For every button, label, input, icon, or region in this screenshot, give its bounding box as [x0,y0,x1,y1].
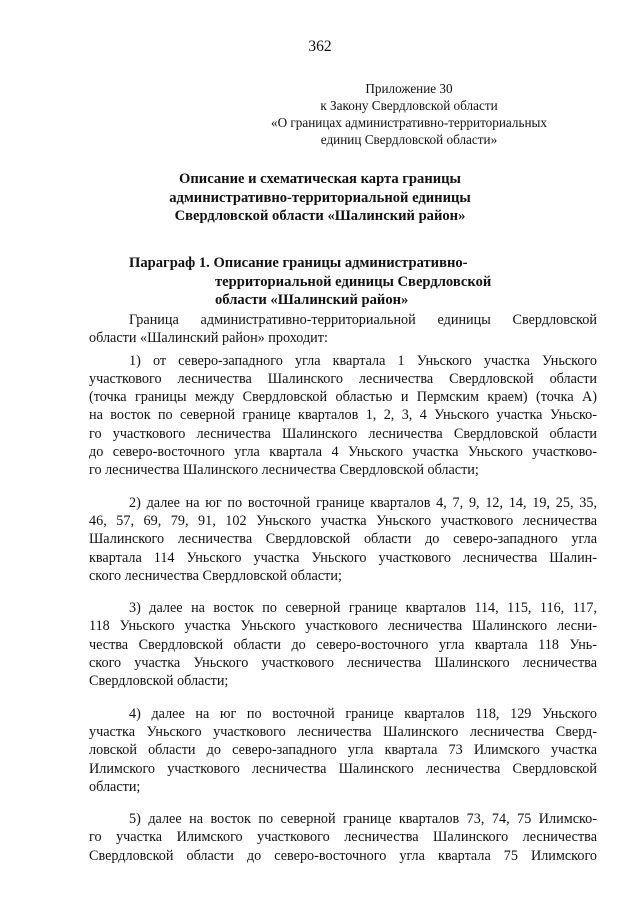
body-text [89,311,597,865]
appendix-reference [271,80,547,148]
appendix-line: «О границах административно-территориальных [270,115,547,130]
text-line: участка Уньского участкового лесничества Шалинского лесничества Сверд- [89,723,597,740]
text-line: (точка границы между Свердловской областью и Пермским краем) (точка А) [89,389,597,406]
text-line: 5) далее на восток по северной границе кварталов 73, 74, 75 Илимско- [129,811,597,828]
text-line: го лесничества Шалинского лесничества Свердловской области; [89,462,479,479]
text-line: области «Шалинский район» проходит: [89,330,328,347]
text-line: Свердловской области до северо-восточного угла квартала 75 Илимского [89,847,597,864]
heading-line: территориальной единицы Свердловской [215,273,492,290]
heading-line: Параграф 1. Описание границы административно- [129,255,468,271]
title-line: Свердловской области «Шалинский район» [174,208,466,224]
text-line: ского участка Уньского участкового лесничества Шалинского лесничества [89,655,597,672]
text-line: квартала 114 Уньского участка Уньского участкового лесничества Шалин- [89,549,597,566]
text-line: ловской области до северо-западного угла квартала 73 Илимского участка [89,742,597,759]
paragraph-heading [129,254,491,310]
boundary-item-4 [89,705,597,796]
text-line: на восток по северной границе кварталов 1, 2, 3, 4 Уньского участка Уньско- [89,407,597,424]
text-line: 118 Уньского участка Уньского участкового лесничества Шалинского лесни- [89,618,597,635]
appendix-line: Приложение 30 [365,81,453,96]
page-number: 362 [308,38,332,55]
text-line: чества Свердловской области до северо-восточного угла квартала 118 Унь- [89,636,597,653]
text-line: участкового лесничества Шалинского лесничества Свердловской области [89,370,597,387]
text-line: 1) от северо-западного угла квартала 1 Уньского участка Уньского [129,352,597,369]
boundary-item-1 [89,352,597,480]
text-line: го участка Илимского участкового лесничества Шалинского лесничества [89,829,597,846]
title-line: административно-территориальной единицы [169,189,471,206]
text-line: Свердловской области; [89,673,229,690]
appendix-line: единиц Свердловской области» [320,132,498,147]
text-line: го участкового лесничества Шалинского лесничества Свердловской области [89,425,597,442]
text-line: до северо-восточного угла квартала 4 Уньского участка Уньского участково- [89,444,597,461]
boundary-item-2 [89,494,597,585]
text-line: 3) далее на восток по северной границе кварталов 114, 115, 116, 117, [129,600,597,617]
text-line: Шалинского лесничества Свердловской области до северо-западного угла [89,531,597,548]
text-line: ского лесничества Свердловской области; [89,567,342,584]
text-line: 4) далее на юг по восточной границе кварталов 118, 129 Уньского [129,705,597,722]
document-title [0,170,640,226]
text-line: 2) далее на юг по восточной границе кварталов 4, 7, 9, 12, 14, 19, 25, 35, [129,494,597,511]
text-line: области; [89,778,141,795]
intro-paragraph [89,311,597,348]
heading-line: области «Шалинский район» [215,292,409,308]
title-line: Описание и схематическая карта границы [179,171,461,187]
boundary-item-5 [89,810,597,865]
text-line: 46, 57, 69, 79, 91, 102 Уньского участка Уньского участкового лесничества [89,512,597,529]
text-line: Граница административно-территориальной единицы Свердловской [129,312,597,328]
boundary-item-3 [89,599,597,690]
text-line: Илимского участкового лесничества Шалинского лесничества Свердловской [89,760,597,777]
appendix-line: к Закону Свердловской области [320,98,498,113]
